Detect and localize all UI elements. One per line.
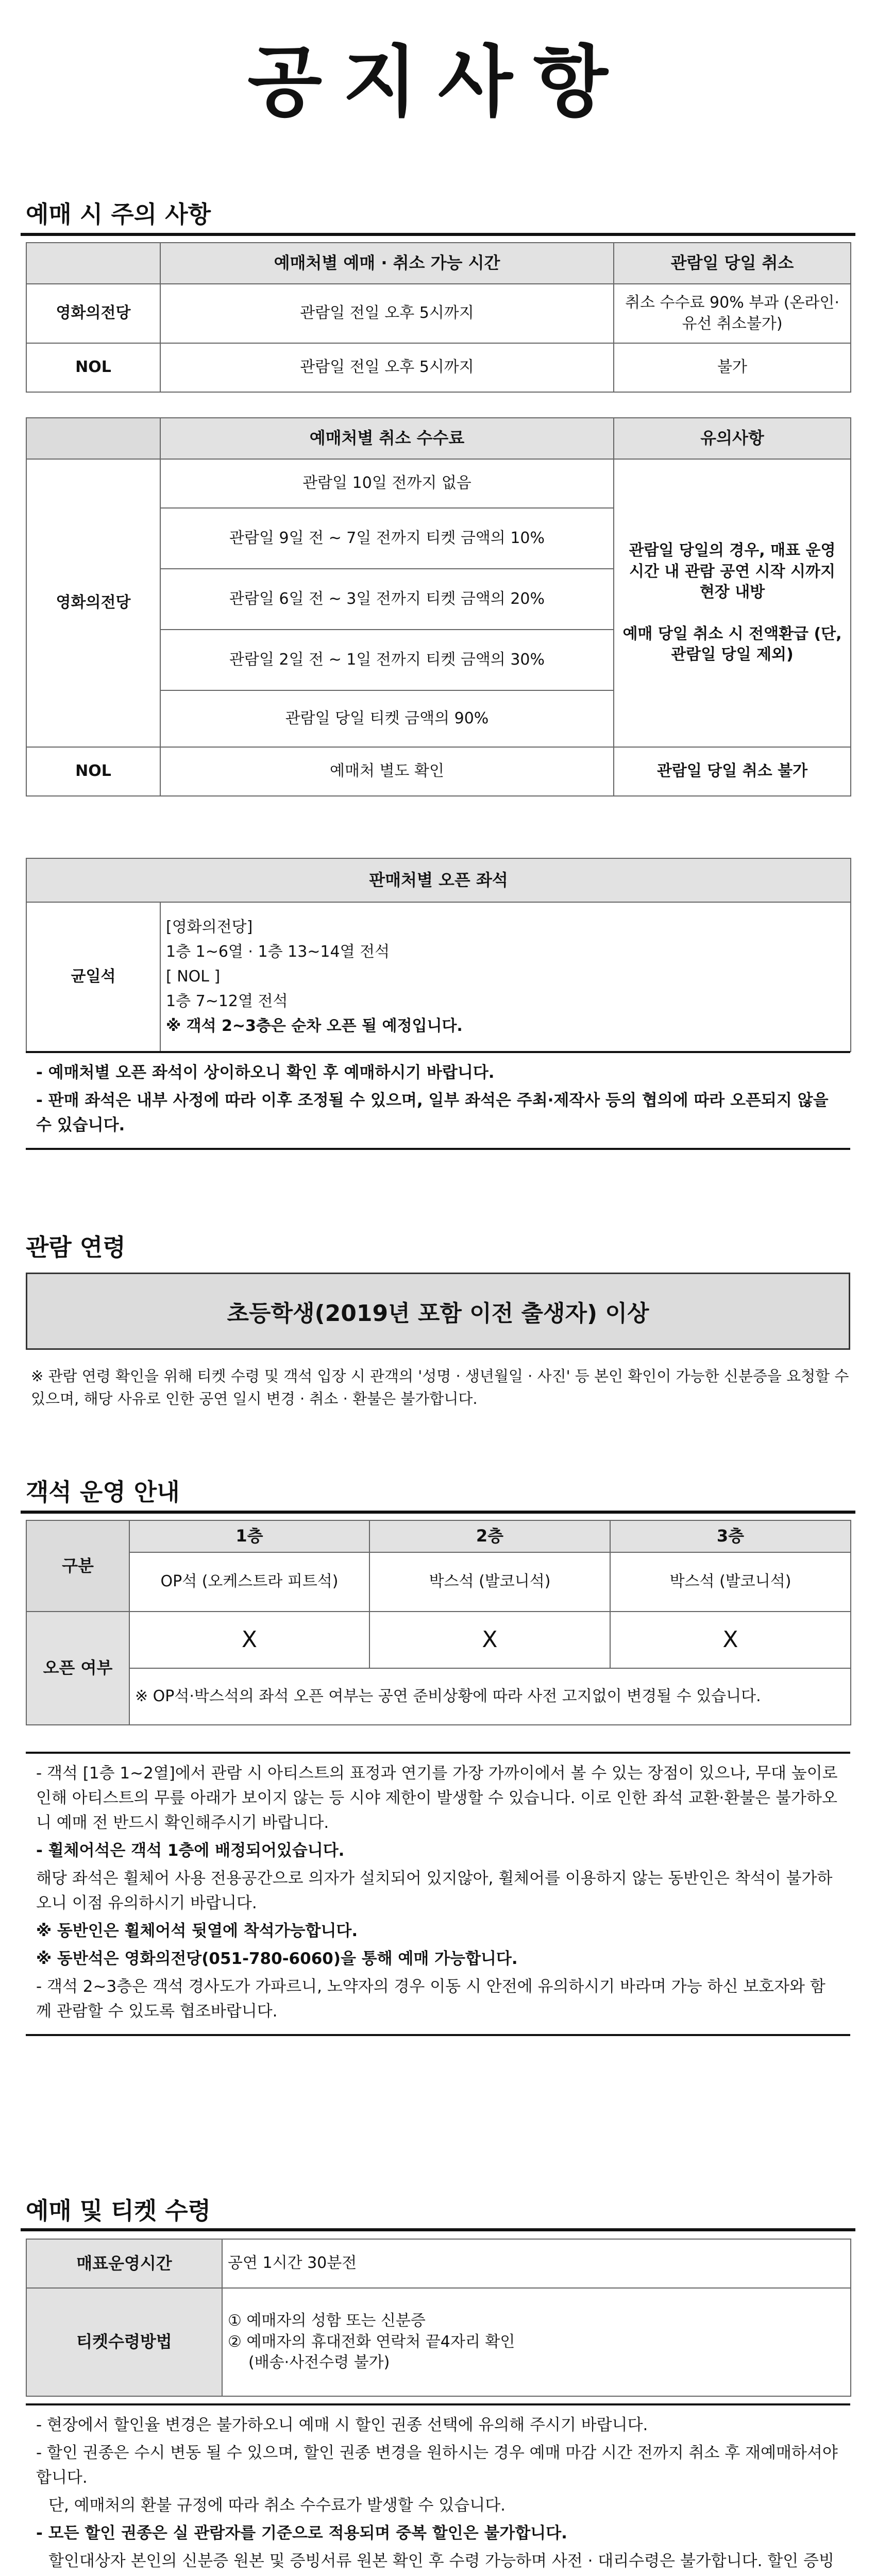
table-row xyxy=(26,2239,851,2288)
table-header: 관람일 당일 취소 xyxy=(614,243,851,284)
seat-line: [ NOL ] xyxy=(166,968,221,986)
table-cell: 관람일 9일 전 ~ 7일 전까지 티켓 금액의 10% xyxy=(160,508,614,569)
seat-line: ※ 객석 2~3층은 순차 오픈 될 예정입니다. xyxy=(166,1017,463,1035)
age-limit-text: 초등학생(2019년 포함 이전 출생자) 이상 xyxy=(227,1300,649,1327)
table-cell xyxy=(160,902,851,1052)
table-cell: 관람일 당일 취소 불가 xyxy=(614,747,851,796)
note-line: ※ 동반인은 휠체어석 뒷열에 착석가능합니다. xyxy=(36,1922,358,1941)
table-header: 티켓수령방법 xyxy=(26,2288,222,2396)
table-cell: X xyxy=(369,1612,610,1668)
table-cell: NOL xyxy=(26,747,160,796)
table-cell: 영화의전당 xyxy=(26,284,160,343)
table-row xyxy=(26,2288,851,2396)
table-cell: 관람일 10일 전까지 없음 xyxy=(160,459,614,508)
booking-notes xyxy=(26,1051,850,1150)
table-header: 3층 xyxy=(610,1520,851,1552)
ticket-method-line: ① 예매자의 성함 또는 신분증 xyxy=(228,2312,426,2330)
table-cell: 영화의전당 xyxy=(26,459,160,747)
table-row xyxy=(26,284,851,343)
note-line: 할인대상자 본인의 신분증 원본 및 증빙서류 원본 확인 후 수령 가능하며 사전 · 대리수령은 불가합니다. 할인 증빙 xyxy=(48,2552,834,2571)
note-line: - 할인 권종은 수시 변동 될 수 있으며, 할인 권종 변경을 원하시는 경우 예매 마감 시간 전까지 취소 후 재예매하셔야 합니다. xyxy=(36,2444,838,2487)
table-cell: 예매처 별도 확인 xyxy=(160,747,614,796)
fee-note-refund: 예매 당일 취소 시 전액환급 (단, 관람일 당일 제외) xyxy=(622,624,842,664)
seat-line: 1층 1~6열 · 1층 13~14열 전석 xyxy=(166,943,390,961)
cancel-fee-table xyxy=(26,417,851,796)
table-cell: 관람일 당일 티켓 금액의 90% xyxy=(160,690,614,747)
note-line: - 판매 좌석은 내부 사정에 따라 이후 조정될 수 있으며, 일부 좌석은 주최·제작사 등의 협의에 따라 오픈되지 않을 수 있습니다. xyxy=(36,1091,829,1135)
table-cell: 공연 1시간 30분전 xyxy=(222,2239,851,2288)
table-header xyxy=(26,418,160,459)
table-cell: X xyxy=(610,1612,851,1668)
table-cell: 관람일 전일 오후 5시까지 xyxy=(160,284,614,343)
table-header: 예매처별 예매 · 취소 가능 시간 xyxy=(160,243,614,284)
table-header: 매표운영시간 xyxy=(26,2239,222,2288)
section-heading-booking: 예매 시 주의 사항 xyxy=(26,200,211,228)
table-cell: 균일석 xyxy=(26,902,160,1052)
note-line: 단, 예매처의 환불 규정에 따라 취소 수수료가 발생할 수 있습니다. xyxy=(48,2496,506,2515)
table-row xyxy=(26,1612,851,1668)
seat-line: 1층 7~12열 전석 xyxy=(166,992,288,1010)
section-divider xyxy=(21,1511,855,1514)
table-cell: 박스석 (발코니석) xyxy=(369,1552,610,1612)
note-line: - 모든 할인 권종은 실 관람자를 기준으로 적용되며 중복 할인은 불가합니다. xyxy=(36,2524,567,2543)
table-cell xyxy=(222,2288,851,2396)
note-line: - 객석 [1층 1~2열]에서 관람 시 아티스트의 표정과 연기를 가장 가까이에서 볼 수 있는 장점이 있으나, 무대 높이로 인해 아티스트의 무릎 아래가 보이지 않는 등 시야 제한이 발생할 수 있습니다. 이로 인한 좌석 교환·환불은 불가하오니 예매 전 반드시 확인해주시기 바랍니다. xyxy=(36,1764,838,1833)
table-header: 유의사항 xyxy=(614,418,851,459)
table-header: 판매처별 오픈 좌석 xyxy=(26,858,851,902)
table-cell xyxy=(614,459,851,747)
table-row xyxy=(26,1552,851,1612)
table-cell: X xyxy=(129,1612,369,1668)
seat-notes xyxy=(26,1752,850,2036)
table-cell: 불가 xyxy=(614,343,851,392)
open-seat-table xyxy=(26,858,851,1052)
table-cell: 관람일 2일 전 ~ 1일 전까지 티켓 금액의 30% xyxy=(160,630,614,690)
table-cell: ※ OP석·박스석의 좌석 오픈 여부는 공연 준비상황에 따라 사전 고지없이 변경될 수 있습니다. xyxy=(129,1668,851,1725)
table-cell: 취소 수수료 90% 부과 (온라인·유선 취소불가) xyxy=(614,284,851,343)
note-line: - 현장에서 할인율 변경은 불가하오니 예매 시 할인 권종 선택에 유의해 주시기 바랍니다. xyxy=(36,2416,648,2434)
note-line: ※ 동반석은 영화의전당(051-780-6060)을 통해 예매 가능합니다. xyxy=(36,1950,518,1969)
ticket-notes xyxy=(26,2403,850,2576)
table-header: 1층 xyxy=(129,1520,369,1552)
table-header xyxy=(26,243,160,284)
ticket-table xyxy=(26,2239,851,2397)
ticket-method-line: (배송·사전수령 불가) xyxy=(248,2353,390,2372)
age-note: ※ 관람 연령 확인을 위해 티켓 수령 및 객석 입장 시 관객의 '성명 · 생년월일 · 사진' 등 본인 확인이 가능한 신분증을 요청할 수 있으며, 해당 사유로 인한 공연 일시 변경 · 취소 · 환불은 불가합니다. xyxy=(31,1367,849,1408)
section-heading-age: 관람 연령 xyxy=(26,1233,126,1261)
seat-operation-table xyxy=(26,1520,851,1725)
table-row xyxy=(26,902,851,1052)
note-line: - 객석 2~3층은 객석 경사도가 가파르니, 노약자의 경우 이동 시 안전에 유의하시기 바라며 가능 하신 보호자와 함께 관람할 수 있도록 협조바랍니다. xyxy=(36,1977,826,2021)
table-header: 예매처별 취소 수수료 xyxy=(160,418,614,459)
table-row xyxy=(26,343,851,392)
table-row xyxy=(26,747,851,796)
seat-line: [영화의전당] xyxy=(166,918,253,936)
table-cell: OP석 (오케스트라 피트석) xyxy=(129,1552,369,1612)
note-line: 해당 좌석은 휠체어 사용 전용공간으로 의자가 설치되어 있지않아, 휠체어를 이용하지 않는 동반인은 착석이 불가하오니 이점 유의하시기 바랍니다. xyxy=(36,1869,833,1913)
table-row xyxy=(26,459,851,508)
page-title: 공지사항 xyxy=(247,38,629,127)
section-divider xyxy=(21,2228,855,2231)
cancel-time-table xyxy=(26,242,851,393)
table-header: 오픈 여부 xyxy=(26,1612,129,1725)
table-cell: 관람일 6일 전 ~ 3일 전까지 티켓 금액의 20% xyxy=(160,569,614,630)
table-header: 2층 xyxy=(369,1520,610,1552)
note-line: - 예매처별 오픈 좌석이 상이하오니 확인 후 예매하시기 바랍니다. xyxy=(36,1063,495,1082)
table-cell: NOL xyxy=(26,343,160,392)
section-heading-seats: 객석 운영 안내 xyxy=(26,1478,180,1506)
note-line: - 휠체어석은 객석 1층에 배정되어있습니다. xyxy=(36,1841,345,1860)
table-cell: 관람일 전일 오후 5시까지 xyxy=(160,343,614,392)
age-limit-box xyxy=(26,1273,850,1350)
ticket-method-line: ② 예매자의 휴대전화 연락처 끝4자리 확인 xyxy=(228,2332,515,2351)
fee-note-visit: 관람일 당일의 경우, 매표 운영 시간 내 관람 공연 시작 시까지 현장 내방 xyxy=(629,541,836,602)
section-divider xyxy=(21,233,855,236)
table-cell: 박스석 (발코니석) xyxy=(610,1552,851,1612)
table-header: 구분 xyxy=(26,1520,129,1612)
section-heading-ticket: 예매 및 티켓 수령 xyxy=(26,2197,211,2225)
table-row xyxy=(26,1668,851,1725)
